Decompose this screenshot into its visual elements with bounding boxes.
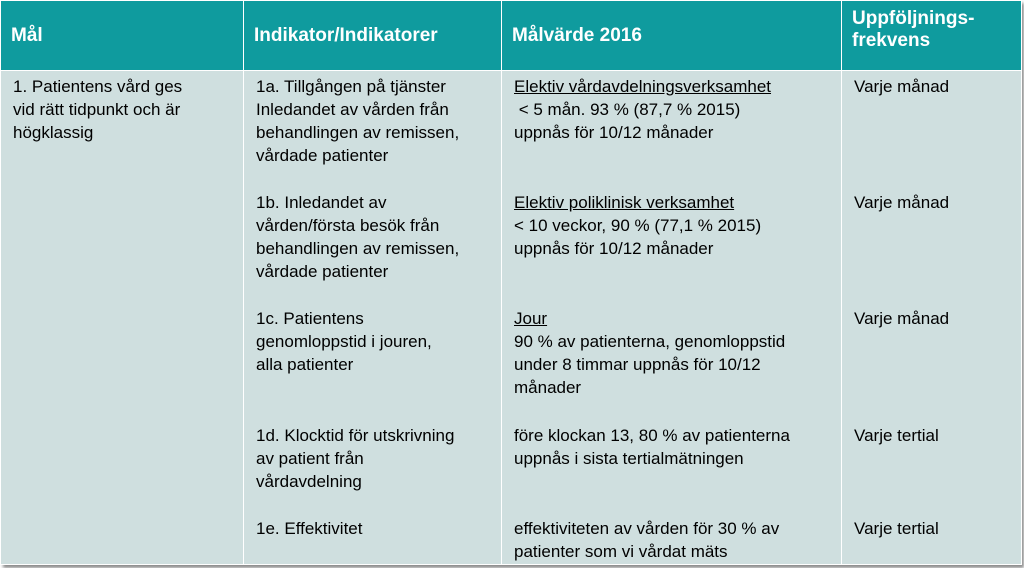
target-1c — [514, 307, 833, 424]
target-1a — [514, 75, 833, 191]
frequency-1d — [854, 424, 1013, 517]
indicator-1c — [256, 307, 493, 424]
indicator-1a — [256, 75, 493, 191]
target-1e — [514, 517, 833, 563]
indicator-line: 1d. Klocktid för utskrivning — [256, 426, 455, 445]
indicator-line: vårdavdelning — [256, 472, 362, 491]
indicator-line: vårdade patienter — [256, 146, 389, 165]
indicator-1e — [256, 517, 493, 540]
indicator-1d — [256, 424, 493, 517]
frequency-value: Varje tertial — [854, 519, 939, 538]
indicator-line: av patient från — [256, 449, 364, 468]
header-target: Målvärde 2016 — [502, 1, 842, 71]
target-line: < 5 mån. 93 % (87,7 % 2015) — [514, 100, 741, 119]
header-goal: Mål — [1, 1, 244, 71]
table-header-row — [1, 1, 1022, 71]
frequency-cell — [842, 71, 1022, 565]
target-1b — [514, 191, 833, 307]
indicator-1b — [256, 191, 493, 307]
frequency-value: Varje månad — [854, 309, 950, 328]
frequency-1c — [854, 307, 1013, 424]
frequency-value: Varje månad — [854, 193, 950, 212]
target-line: månader — [514, 378, 582, 397]
target-line: uppnås för 10/12 månader — [514, 239, 714, 258]
indicators-cell — [244, 71, 502, 565]
goal-line: vid rätt tidpunkt och är — [13, 100, 181, 119]
target-heading: Jour — [514, 309, 548, 328]
goal-line: 1. Patientens vård ges — [13, 77, 183, 96]
target-line: 90 % av patienterna, genomloppstid — [514, 332, 786, 351]
indicator-line: behandlingen av remissen, — [256, 123, 460, 142]
header-followup-line1: Uppföljnings- — [852, 8, 975, 29]
indicator-line: 1c. Patientens — [256, 309, 364, 328]
target-line: effektiviteten av vården för 30 % av — [514, 519, 780, 538]
indicator-line: 1e. Effektivitet — [256, 519, 363, 538]
indicator-line: 1a. Tillgången på tjänster — [256, 77, 446, 96]
frequency-1a — [854, 75, 1013, 191]
frequency-1b — [854, 191, 1013, 307]
header-indicators: Indikator/Indikatorer — [244, 1, 502, 71]
indicator-line: 1b. Inledandet av — [256, 193, 387, 212]
frequency-1e — [854, 517, 1013, 540]
target-line: uppnås i sista tertialmätningen — [514, 449, 744, 468]
target-line: under 8 timmar uppnås för 10/12 — [514, 355, 761, 374]
target-heading: Elektiv vårdavdelningsverksamhet — [514, 77, 772, 96]
target-line: uppnås för 10/12 månader — [514, 123, 714, 142]
indicator-line: behandlingen av remissen, — [256, 239, 460, 258]
targets-cell — [502, 71, 842, 565]
indicator-line: vården/första besök från — [256, 216, 440, 235]
indicator-line: vårdade patienter — [256, 262, 389, 281]
target-line: < 10 veckor, 90 % (77,1 % 2015) — [514, 216, 762, 235]
indicator-line: alla patienter — [256, 355, 354, 374]
target-line: före klockan 13, 80 % av patienterna — [514, 426, 790, 445]
frequency-value: Varje månad — [854, 77, 950, 96]
target-heading: Elektiv poliklinisk verksamhet — [514, 193, 735, 212]
frequency-value: Varje tertial — [854, 426, 939, 445]
goal-line: högklassig — [13, 123, 94, 142]
target-1d — [514, 424, 833, 517]
header-followup — [842, 1, 1022, 71]
target-line: patienter som vi vårdat mäts — [514, 542, 728, 561]
header-followup-line2: frekvens — [852, 30, 931, 51]
indicator-line: genomloppstid i jouren, — [256, 332, 432, 351]
indicator-line: Inledandet av vården från — [256, 100, 449, 119]
table-row — [1, 71, 1022, 565]
goal-cell — [1, 71, 244, 565]
